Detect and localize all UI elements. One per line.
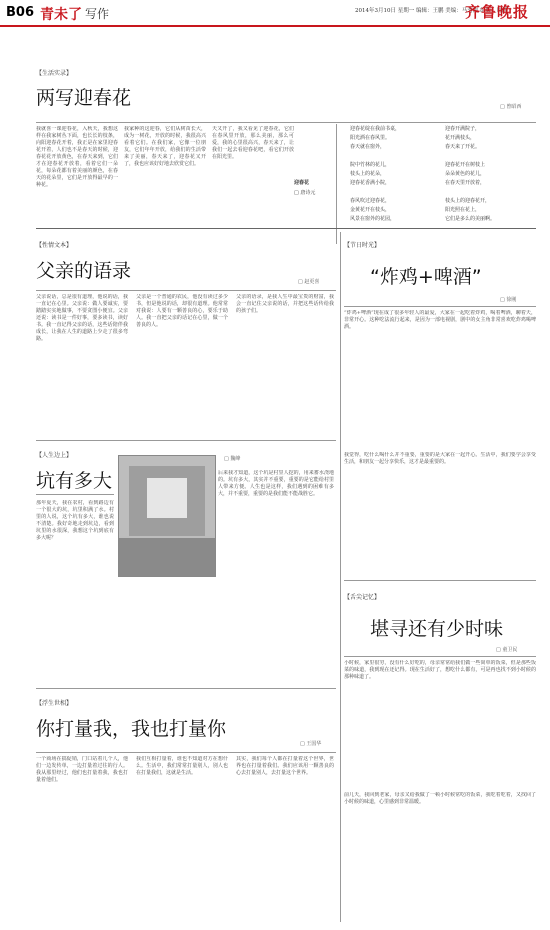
- article-title: 两写迎春花: [36, 87, 132, 109]
- divider: [344, 656, 536, 657]
- poem-line: 迎春花香满小院，: [350, 180, 391, 186]
- article-spring: [0, 28, 550, 226]
- poem-line: 在春天里开放着，: [445, 180, 486, 186]
- article-body: 我们互相打量着，谁也不知道对方在想什么。生活中，我们常常打量别人，别人也在打量我们，这就是生活。: [136, 756, 228, 776]
- poem-line: 阳光照在花上，: [445, 207, 481, 213]
- poem-line: 它们是多么的美丽啊。: [445, 216, 496, 222]
- article-author: □ 王国华: [300, 741, 322, 747]
- poem-author: □ 唐诗元: [294, 190, 316, 196]
- newspaper-logo: 齐鲁晚报: [465, 3, 530, 21]
- article-body: 那年夏天，我在农村，看到路边有一个很大的坑，坑里积满了水。村里的人说，这个坑有多大，谁也说不清楚。我好奇地走到坑边，看到坑里的水很深，我想这个坑到底有多大呢？: [36, 500, 114, 541]
- poem-line: 春天来了开花。: [445, 144, 481, 150]
- article-author: □ 曾昭西: [500, 104, 522, 110]
- poem-line: 院中竹林的花儿，: [350, 162, 391, 168]
- article-author: □ 魏峰: [224, 456, 241, 462]
- article-author: □ 徐刚: [500, 297, 517, 303]
- article-body: 其实，我们每个人都在打量着这个世界，世界也在打量着我们。我们应该用一颗善良的心去打量别人，去打量这个世界。: [236, 756, 334, 776]
- article-body: 小时候，家里很穷，没有什么好吃的，母亲常常给我们做一些简单的饭菜，但是那些饭菜的味道，我到现在还记得。现在生活好了，想吃什么都有，可是再也找不到小时候的那种味道了。: [344, 660, 536, 680]
- article-body: 后来我才知道，这个坑是村里人挖的，用来蓄水浇地的。坑有多大，其实并不重要，重要的是它能给村里人带来方便。人生也是这样，我们遇到的困难有多大，并不重要，重要的是我们能不能战胜它。: [218, 470, 334, 497]
- article-title: “炸鸡+啤酒”: [370, 266, 482, 288]
- poem-line: 枝头上的花朵，: [350, 171, 386, 177]
- poem-line: 风景在窗外的花园，: [350, 216, 396, 222]
- article-body: 父亲是一个普通的农民，他没有读过多少书，但是他说的话，却很有道理。他常常对我说：人要有一颗善良的心，要乐于助人。我一直把父亲的话记在心里，做一个善良的人。: [136, 294, 228, 328]
- article-title: 坑有多大: [36, 470, 113, 492]
- column-tag: 【浮生世相】: [36, 700, 73, 707]
- article-photo: [118, 455, 216, 577]
- divider: [336, 124, 337, 244]
- column-tag: 【舌尖记忆】: [344, 594, 381, 601]
- poem-line: 迎春开满院子，: [445, 126, 481, 132]
- article-body: 父亲说话，总是很有道理，他说的话，我一直记在心里。父亲说：做人要诚实，要踏踏实实地做事，不要贪图小便宜。父亲还说：读书是一件好事，要多读书，读好书。我一直记得父亲的话，这些话陪伴我成长，让我在人生的道路上少走了很多弯路。: [36, 294, 128, 342]
- page-number: B06: [6, 5, 34, 20]
- article-body: 我家种的这迎春，它们从树苗长大，成为一树花，开放的时候，我很高兴看着它们。在我们家，它像一位朋友，它们年年开放，给我们的生活带来了美丽，春天来了，迎春花又开了，我也应该好好地去欣赏它们。: [124, 126, 206, 167]
- poem-line: 迎春花开在树枝上: [445, 162, 486, 168]
- divider: [36, 122, 536, 123]
- poem-line: 花开满枝头，: [445, 135, 476, 141]
- divider: [36, 494, 114, 495]
- poem-line: 金黄花开在枝头，: [350, 207, 391, 213]
- column-tag: 【节日时光】: [344, 242, 381, 249]
- poem-line: 春天就在窗外，: [350, 144, 386, 150]
- poem-line: 枝头上的迎春花开，: [445, 198, 491, 204]
- article-title: 堪寻还有少时味: [370, 618, 504, 640]
- photo-illustration: [119, 456, 215, 576]
- poem-block: [350, 126, 535, 244]
- section-name: 青未了: [40, 7, 82, 23]
- column-tag: 【性情文本】: [36, 242, 73, 249]
- article-body: 父亲的语录，是我人生中最宝贵的财富，我会一直记住父亲说的话，并把这些话传给我的孩子们。: [236, 294, 334, 314]
- column-divider: [340, 232, 341, 922]
- column-tag: 【生活实录】: [36, 70, 73, 77]
- divider: [36, 688, 336, 689]
- article-author: □ 童卫民: [496, 647, 518, 653]
- article-body: 前几天，我回到老家，母亲又给我做了一顿小时候常吃的饭菜，我吃着吃着，又找回了小时候的味道，心里感到非常温暖。: [344, 792, 536, 805]
- divider: [36, 752, 336, 753]
- poem-line: 迎春花绽在我前书桌，: [350, 126, 401, 132]
- article-author: □ 赵更喜: [298, 279, 320, 285]
- article-title: 父亲的语录: [36, 260, 132, 282]
- article-body: 我就喜一课迎春花，入秋天，我想这样在我家树丛下面，也长长的枝条，向阳迎春花开着，我正是在家里迎春花开着，人们也不是春天的时候，迎春花花开放黄色，在春天来到，它们才在迎春花开放着，看着它们一朵花，每朵花都有着美丽的颜色，在春天的花朵里，它们是开放得最早的一种花。: [36, 126, 118, 188]
- column-tag: 【人生边上】: [36, 452, 73, 459]
- section-divider: [36, 228, 536, 229]
- issue-date: 2014年3月10日 星期一 编辑：王鹏 美编：马秀霞 组版：周静: [355, 8, 508, 14]
- divider: [36, 440, 336, 441]
- subsection-name: 写作: [85, 7, 110, 21]
- poem-line: 朵朵黄色的花儿，: [445, 171, 486, 177]
- divider: [344, 580, 536, 581]
- page-header: [0, 0, 550, 24]
- poem-title: 迎春花: [294, 180, 310, 186]
- poem-line: 春风吹过迎春花，: [350, 198, 391, 204]
- poem-line: 阳光洒在春风里。: [350, 135, 391, 141]
- article-body: 我觉得，吃什么喝什么并不重要，重要的是大家在一起开心。生活中，我们要学会享受生活，和朋友一起分享快乐，这才是最重要的。: [344, 452, 536, 465]
- header-rule: [0, 25, 550, 27]
- article-body: 一个商场在搞促销，门口站着几个人，他们一边发传单，一边打量着过往的行人。我从那里经过，他们也打量着我，我也打量着他们。: [36, 756, 128, 783]
- divider: [344, 306, 536, 307]
- article-body: “炸鸡+啤酒”现在成了很多年轻人的最爱，大家在一起吃着炸鸡，喝着啤酒，聊着天，非常开心。这种吃法流行起来，是因为一部电视剧，剧中的女主角非常喜欢吃炸鸡喝啤酒。: [344, 310, 536, 330]
- article-body: 天又开了，我又看见了迎春花，它们在春风里开放，那么美丽，那么可爱，我的心里很高兴，春天来了，让我们一起去看迎春花吧，看它们开放在阳光里。: [212, 126, 294, 160]
- article-title: 你打量我，我也打量你: [36, 718, 227, 740]
- divider: [36, 290, 336, 291]
